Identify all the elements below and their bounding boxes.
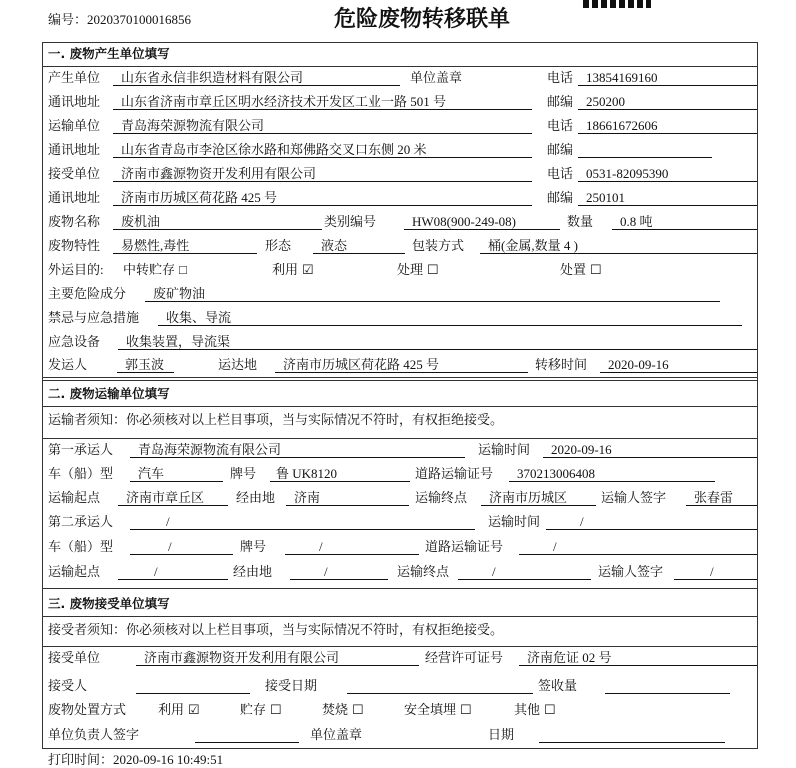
receiver-zip-field[interactable]: 250101: [578, 190, 757, 206]
second-sign-field[interactable]: /: [674, 564, 757, 580]
via-label: 经由地: [236, 490, 276, 505]
print-time: [48, 752, 223, 768]
second-plate-field[interactable]: /: [285, 539, 419, 555]
second-time-field[interactable]: /: [546, 514, 757, 530]
producer-phone-field[interactable]: 13854169160: [578, 70, 757, 86]
second-via-field[interactable]: /: [290, 564, 388, 580]
seal-label: 单位盖章: [410, 70, 463, 85]
date-label: 接受日期: [265, 678, 318, 693]
addr-label: 通讯地址: [48, 94, 101, 109]
shipper-label: 发运人: [48, 357, 88, 372]
first-carrier-field-ext: [310, 442, 465, 458]
option-label: 处理: [397, 262, 424, 277]
carrier-zip-field[interactable]: [578, 142, 712, 158]
carrier-notice: 运输者须知：你必须核对以上栏目事项，当与实际情况不符时，有权拒绝接受。: [48, 412, 504, 427]
divider: [42, 377, 757, 378]
equipment-label: 应急设备: [48, 334, 101, 349]
serial-label: 编号：: [48, 12, 88, 27]
seal-label: 单位盖章: [310, 727, 363, 742]
qty-field[interactable]: 0.8 吨: [612, 214, 757, 230]
checkbox-icon[interactable]: □: [179, 262, 187, 277]
person-field[interactable]: [136, 678, 250, 694]
receiver-addr-field[interactable]: 济南市历城区荷花路 425 号: [113, 190, 532, 206]
amount-field[interactable]: [605, 678, 730, 694]
first-permit-field[interactable]: 370213006408: [509, 466, 715, 482]
option-label: 处置: [560, 262, 587, 277]
plate-label: 牌号: [240, 539, 267, 554]
property-label: 废物特性: [48, 238, 101, 253]
second-start-field[interactable]: /: [118, 564, 228, 580]
end-label: 运输终点: [415, 490, 468, 505]
purpose-option[interactable]: [123, 262, 187, 278]
hazard-label: 主要危险成分: [48, 286, 127, 301]
date-field[interactable]: [347, 678, 533, 694]
measures-label: 禁忌与应急措施: [48, 310, 140, 325]
carrier-label: 运输单位: [48, 118, 101, 133]
qr-code: [583, 0, 651, 8]
first-time-field[interactable]: 2020-09-16: [543, 442, 757, 458]
purpose-label: 外运目的:: [48, 262, 104, 277]
section-3-title: 三. 废物接受单位填写: [48, 596, 170, 611]
addr-label: 通讯地址: [48, 142, 101, 157]
day-label: 日期: [488, 727, 515, 742]
divider: [42, 438, 757, 439]
option-label: 其他: [514, 702, 541, 717]
unit-label: 接受单位: [48, 650, 101, 665]
dest-field[interactable]: 济南市历城区荷花路 425 号: [275, 357, 528, 373]
carrier-phone-field[interactable]: 18661672606: [578, 118, 757, 134]
carrier-addr-field[interactable]: 山东省青岛市李沧区徐水路和郑佛路交叉口东侧 20 米: [113, 142, 532, 158]
vehicle-label: 车（船）型: [48, 466, 114, 481]
start-label: 运输起点: [48, 564, 101, 579]
second-vehicle-field[interactable]: /: [130, 539, 233, 555]
method-option[interactable]: [322, 702, 364, 718]
section-2-title: 二. 废物运输单位填写: [48, 386, 170, 401]
head-sign-label: 单位负责人签字: [48, 727, 140, 742]
second-carrier-field[interactable]: /: [130, 514, 475, 530]
method-option[interactable]: [514, 702, 556, 718]
method-option[interactable]: [158, 702, 200, 718]
day-field[interactable]: [539, 727, 725, 743]
receiver-phone-field[interactable]: 0531-82095390: [578, 166, 757, 182]
via-label: 经由地: [233, 564, 273, 579]
sign-label: 运输人签字: [601, 490, 667, 505]
license-label: 经营许可证号: [425, 650, 504, 665]
option-label: 安全填埋: [404, 702, 457, 717]
first-via-field[interactable]: 济南: [286, 490, 409, 506]
phone-label: 电话: [547, 118, 574, 133]
section-1-title: 一. 废物产生单位填写: [48, 46, 170, 61]
option-label: 利用: [158, 702, 185, 717]
category-label: 类别编号: [324, 214, 377, 229]
second-permit-field[interactable]: /: [519, 539, 757, 555]
divider: [42, 380, 757, 381]
form-field[interactable]: 液态: [313, 238, 405, 254]
qty-label: 数量: [567, 214, 594, 229]
first-vehicle-field[interactable]: 汽车: [130, 466, 223, 482]
print-time-value: 2020-09-16 10:49:51: [113, 752, 224, 767]
divider: [42, 406, 757, 407]
phone-label: 电话: [547, 166, 574, 181]
checkbox-checked-icon[interactable]: ☑: [188, 702, 200, 717]
serial-number: [48, 12, 191, 28]
pack-label: 包装方式: [412, 238, 465, 253]
sign-label: 运输人签字: [598, 564, 664, 579]
vehicle-label: 车（船）型: [48, 539, 114, 554]
receiver-field[interactable]: 济南市鑫源物资开发利用有限公司: [113, 166, 532, 182]
purpose-option[interactable]: [560, 262, 602, 278]
first-carrier-field[interactable]: 青岛海荣源物流有限公司: [130, 442, 310, 458]
method-option[interactable]: [240, 702, 282, 718]
print-time-label: 打印时间：: [48, 752, 114, 767]
page-title: 危险废物转移联单: [334, 6, 511, 31]
second-end-field[interactable]: /: [458, 564, 591, 580]
person-label: 接受人: [48, 678, 88, 693]
zip-label: 邮编: [547, 190, 574, 205]
amount-label: 签收量: [538, 678, 578, 693]
measures-field[interactable]: 收集、导流: [158, 310, 742, 326]
divider: [42, 616, 757, 617]
zip-label: 邮编: [547, 142, 574, 157]
producer-addr-field[interactable]: 山东省济南市章丘区明水经济技术开发区工业一路 501 号: [113, 94, 532, 110]
addr-label: 通讯地址: [48, 190, 101, 205]
start-label: 运输起点: [48, 490, 101, 505]
producer-zip-field[interactable]: 250200: [578, 94, 757, 110]
method-option[interactable]: [404, 702, 472, 718]
hazard-field[interactable]: 废矿物油: [145, 286, 720, 302]
purpose-option[interactable]: [272, 262, 314, 278]
first-plate-field[interactable]: 鲁 UK8120: [270, 466, 410, 482]
method-label: 废物处置方式: [48, 702, 127, 717]
equipment-field[interactable]: 收集装置，导流渠: [118, 334, 757, 350]
divider: [42, 66, 757, 67]
unit-field[interactable]: 济南市鑫源物资开发利用有限公司: [136, 650, 419, 666]
license-field[interactable]: 济南危证 02 号: [519, 650, 757, 666]
form-label: 形态: [265, 238, 292, 253]
divider: [42, 646, 757, 647]
first-sign-field[interactable]: 张春雷: [686, 490, 757, 506]
first-end-field[interactable]: 济南市历城区: [481, 490, 596, 506]
checkbox-checked-icon[interactable]: ☑: [302, 262, 314, 277]
plate-label: 牌号: [230, 466, 257, 481]
option-label: 焚烧: [322, 702, 349, 717]
receiver-notice: 接受者须知：你必须核对以上栏目事项，当与实际情况不符时，有权拒绝接受。: [48, 622, 504, 637]
waste-name-label: 废物名称: [48, 214, 101, 229]
checkbox-icon[interactable]: ☐: [352, 702, 364, 717]
producer-label: 产生单位: [48, 70, 101, 85]
permit-label: 道路运输证号: [425, 539, 504, 554]
checkbox-icon[interactable]: ☐: [427, 262, 439, 277]
property-field[interactable]: 易燃性,毒性: [113, 238, 257, 254]
transfer-time-field[interactable]: 2020-09-16: [600, 357, 757, 373]
head-sign-field[interactable]: [195, 727, 299, 743]
end-label: 运输终点: [397, 564, 450, 579]
first-start-field[interactable]: 济南市章丘区: [118, 490, 228, 506]
dest-label: 运达地: [218, 357, 258, 372]
checkbox-icon[interactable]: ☐: [460, 702, 472, 717]
divider: [42, 588, 757, 589]
receiver-label: 接受单位: [48, 166, 101, 181]
carrier-field[interactable]: 青岛海荣源物流有限公司: [113, 118, 532, 134]
time-label: 运输时间: [488, 514, 541, 529]
checkbox-icon[interactable]: ☐: [544, 702, 556, 717]
purpose-option[interactable]: [397, 262, 439, 278]
producer-field[interactable]: 山东省永信非织造材料有限公司: [113, 70, 400, 86]
serial-value: 2020370100016856: [87, 12, 192, 27]
shipper-field[interactable]: 郭玉波: [117, 357, 174, 373]
transfer-time-label: 转移时间: [535, 357, 588, 372]
option-label: 贮存: [240, 702, 267, 717]
waste-name-field[interactable]: 废机油: [113, 214, 322, 230]
phone-label: 电话: [547, 70, 574, 85]
second-carrier-label: 第二承运人: [48, 514, 114, 529]
category-field[interactable]: HW08(900-249-08): [404, 214, 560, 230]
checkbox-icon[interactable]: ☐: [270, 702, 282, 717]
option-label: 中转贮存: [123, 262, 176, 277]
permit-label: 道路运输证号: [415, 466, 494, 481]
checkbox-icon[interactable]: ☐: [590, 262, 602, 277]
option-label: 利用: [272, 262, 299, 277]
pack-field[interactable]: 桶(金属,数量 4 ): [480, 238, 757, 254]
zip-label: 邮编: [547, 94, 574, 109]
first-carrier-label: 第一承运人: [48, 442, 114, 457]
time-label: 运输时间: [478, 442, 531, 457]
